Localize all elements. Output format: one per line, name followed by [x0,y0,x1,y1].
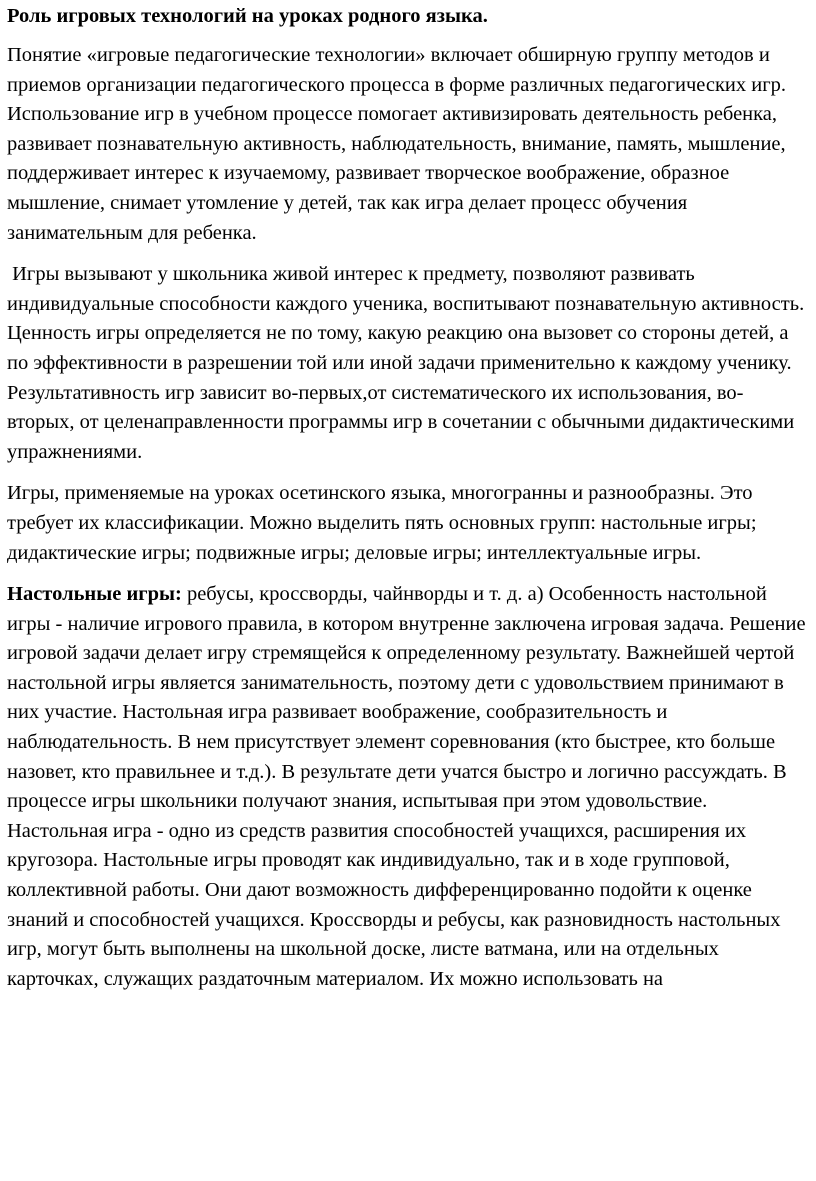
paragraph-interest-text: Игры вызывают у школьника живой интерес к предмету, позволяют развивать индивидуальные способности каждого ученика, воспитывают познавательную активность. Ценность игры определяется не по тому, какую реакцию она вызовет со стороны детей, а по эффективности в разрешении той или иной задачи применительно к каждому ученику. Результативность игр зависит во-первых,от систематического их использования, во-вторых, от целенаправленности программы игр в сочетании с обычными дидактическими упражнениями. [7,263,810,463]
paragraph-classification: Игры, применяемые на уроках осетинского языка, многогранны и разнообразны. Это требует их классификации. Можно выделить пять основных групп: настольные игры; дидактические игры; подвижные игры; деловые игры; интеллектуальные игры. [7,482,757,564]
board-games-lead: Настольные игры: [7,583,182,606]
paragraph-interest [7,260,808,467]
paragraph-board-games [7,580,808,994]
board-games-body: ребусы, кроссворды, чайнворды и т. д. а) Особенность настольной игры - наличие игрового правила, в котором внутренне заключена игровая задача. Решение игровой задачи делает игру стремящейся к определенному результату. Важнейшей чертой настольной игры является занимательность, поэтому дети с удовольствием принимают в них участие. Настольная игра развивает воображение, сообразительность и наблюдательность. В нем присутствует элемент соревнования (кто быстрее, кто больше назовет, кто правильнее и т.д.). В результате дети учатся быстро и логично рассуждать. В процессе игры школьники получают знания, испытывая при этом удовольствие. Настольная игра - одно из средств развития способностей учащихся, расширения их кругозора. Настольные игры проводят как индивидуально, так и в ходе групповой, коллективной работы. Они дают возможность дифференцированно подойти к оценке знаний и способностей учащихся. Кроссворды и ребусы, как разновидность настольных игр, могут быть выполнены на школьной доске, листе ватмана, или на отдельных карточках, служащих раздаточным материалом. Их можно использовать на [7,583,806,990]
document-title: Роль игровых технологий на уроках родного языка. [7,5,488,27]
paragraph-intro: Понятие «игровые педагогические технологии» включает обширную группу методов и приемов организации педагогического процесса в форме различных педагогических игр. Использование игр в учебном процессе помогает активизировать деятельность ребенка, развивает познавательную активность, наблюдательность, внимание, память, мышление, поддерживает интерес к изучаемому, развивает творческое воображение, образное мышление, снимает утомление у детей, так как игра делает процесс обучения занимательным для ребенка. [7,44,787,244]
